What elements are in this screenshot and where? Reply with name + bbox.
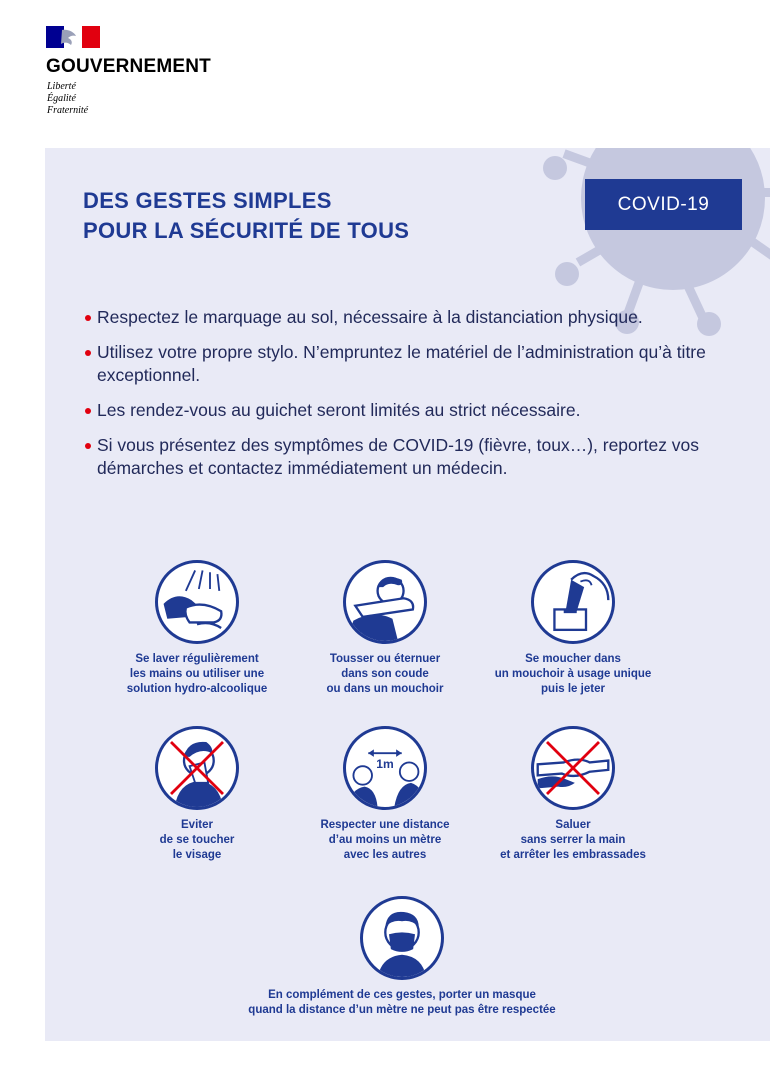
motto-egalite: Égalité bbox=[47, 93, 76, 104]
title-line-2: POUR LA SÉCURITÉ DE TOUS bbox=[83, 218, 410, 243]
list-item: Utilisez votre propre stylo. N’empruntez le matériel de l’administration qu’à titre exceptionnel. bbox=[83, 341, 723, 387]
poster-title bbox=[83, 186, 409, 246]
poster-panel bbox=[45, 148, 770, 1041]
gesture-caption: Tousser ou éternuer dans son coude ou dans un mouchoir bbox=[326, 653, 444, 695]
marianne-logo-icon bbox=[46, 26, 100, 48]
gesture-caption: Respecter une distance d’au moins un mètre avec les autres bbox=[320, 819, 450, 861]
no-face-touch-icon bbox=[155, 726, 239, 810]
gesture-caption: Se laver régulièrement les mains ou utiliser une solution hydro-alcoolique bbox=[126, 653, 268, 695]
list-item: Les rendez-vous au guichet seront limités au strict nécessaire. bbox=[83, 399, 723, 422]
rules-list bbox=[83, 306, 723, 492]
motto-liberte: Liberté bbox=[47, 81, 76, 92]
republic-motto bbox=[47, 81, 88, 117]
hand-washing-icon bbox=[155, 560, 239, 644]
list-item: Si vous présentez des symptômes de COVID-19 (fièvre, toux…), reportez vos démarches et contactez immédiatement un médecin. bbox=[83, 434, 723, 480]
distance-label: 1m bbox=[376, 757, 394, 771]
distance-icon bbox=[343, 726, 427, 810]
gesture-caption: Se moucher dans un mouchoir à usage unique puis le jeter bbox=[494, 653, 652, 695]
list-item: Respectez le marquage au sol, nécessaire à la distanciation physique. bbox=[83, 306, 723, 329]
covid-badge: COVID-19 bbox=[585, 179, 742, 230]
no-handshake-icon bbox=[531, 726, 615, 810]
mask-icon bbox=[360, 896, 444, 980]
gesture-caption: Eviter de se toucher le visage bbox=[159, 819, 235, 861]
cough-elbow-icon bbox=[343, 560, 427, 644]
motto-fraternite: Fraternité bbox=[47, 105, 89, 116]
title-line-1: DES GESTES SIMPLES bbox=[83, 188, 332, 213]
gesture-caption: En complément de ces gestes, porter un masque quand la distance d’un mètre ne peut pas être respectée bbox=[248, 989, 556, 1016]
gesture-caption: Saluer sans serrer la main et arrêter les embrassades bbox=[500, 819, 646, 861]
tissue-icon bbox=[531, 560, 615, 644]
government-name: GOUVERNEMENT bbox=[46, 56, 211, 77]
